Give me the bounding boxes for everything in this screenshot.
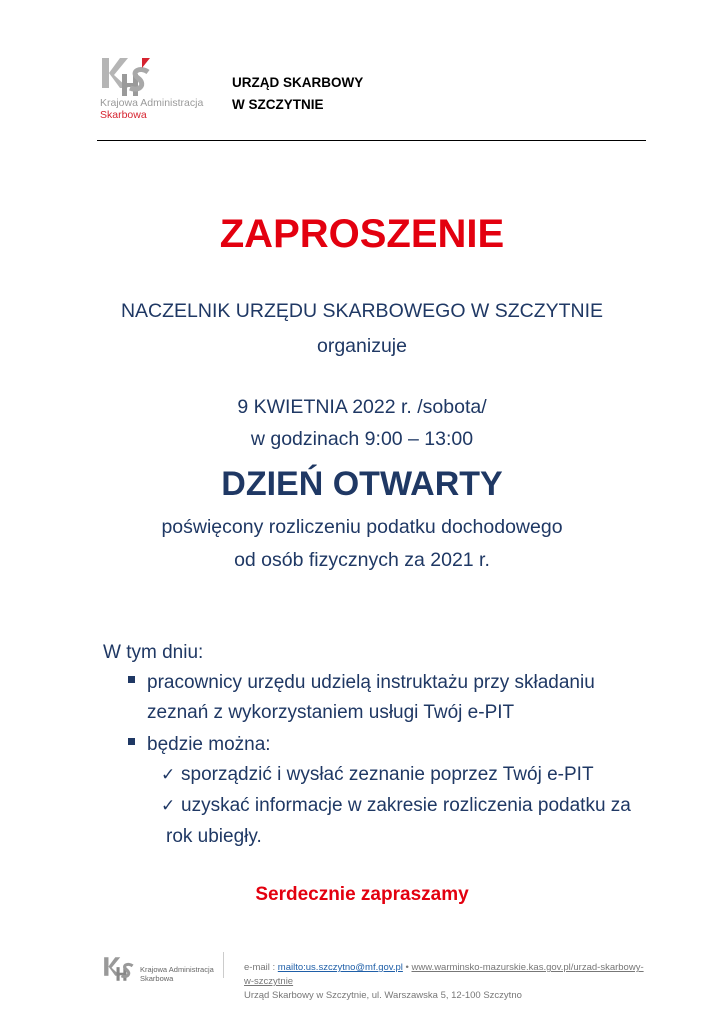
organizer-line1: NACZELNIK URZĘDU SKARBOWEGO W SZCZYTNIE (120, 300, 604, 322)
footer-logo-line1: Krajowa Administracja (140, 965, 214, 974)
office-line1: URZĄD SKARBOWY (232, 75, 364, 90)
subtitle-line1: poświęcony rozliczeniu podatku dochodowego (161, 516, 563, 538)
office-name (232, 72, 363, 116)
office-line2: W SZCZYTNIE (232, 97, 324, 112)
email-label: e-mail : (244, 962, 278, 973)
event-name: DZIEŃ OTWARTY (221, 465, 503, 503)
email-link[interactable]: mailto:us.szczytno@mf.gov.pl (277, 962, 403, 973)
footer-divider (223, 952, 224, 978)
sub-list-item-continuation: rok ubiegły. (166, 826, 262, 847)
sub-list-item: uzyskać informacje w zakresie rozliczenia podatku za (181, 795, 631, 816)
footer-logo-text (140, 965, 214, 983)
event-date: 9 KWIETNIA 2022 r. /sobota/ (237, 396, 487, 418)
footer-address: Urząd Skarbowy w Szczytnie, ul. Warszawska 5, 12-100 Szczytno (244, 990, 522, 1001)
organizer-line2: organizuje (317, 335, 407, 357)
separator: • (402, 962, 412, 973)
closing-text: Serdecznie zapraszamy (255, 884, 469, 905)
footer-kas-logo-icon (102, 956, 136, 982)
logo-text-line1: Krajowa Administracja (100, 97, 204, 109)
list-item-continuation: zeznań z wykorzystaniem usługi Twój e-PIT (147, 702, 515, 723)
subtitle-line2: od osób fizycznych za 2021 r. (234, 549, 490, 571)
header-divider (97, 140, 646, 141)
logo-text-line2: Skarbowa (100, 109, 147, 121)
list-item: będzie można: (147, 734, 271, 755)
footer-logo-line2: Skarbowa (140, 974, 174, 983)
event-hours: w godzinach 9:00 – 13:00 (250, 428, 474, 450)
square-bullet-icon (128, 676, 135, 683)
checkmark-icon: ✓ (161, 796, 176, 815)
website-link[interactable]: www.warminsko-mazurskie.kas.gov.pl/urzad-skarbowy-w-szczytnie (244, 962, 644, 987)
checkmark-icon: ✓ (161, 765, 176, 784)
footer-contact (244, 961, 644, 1003)
kas-logo-icon (100, 56, 152, 98)
page-title: ZAPROSZENIE (219, 212, 505, 256)
list-intro: W tym dniu: (103, 642, 204, 663)
square-bullet-icon (128, 738, 135, 745)
list-item: pracownicy urzędu udzielą instruktażu przy składaniu (147, 672, 595, 693)
sub-list-item: sporządzić i wysłać zeznanie poprzez Twój e-PIT (181, 764, 594, 785)
